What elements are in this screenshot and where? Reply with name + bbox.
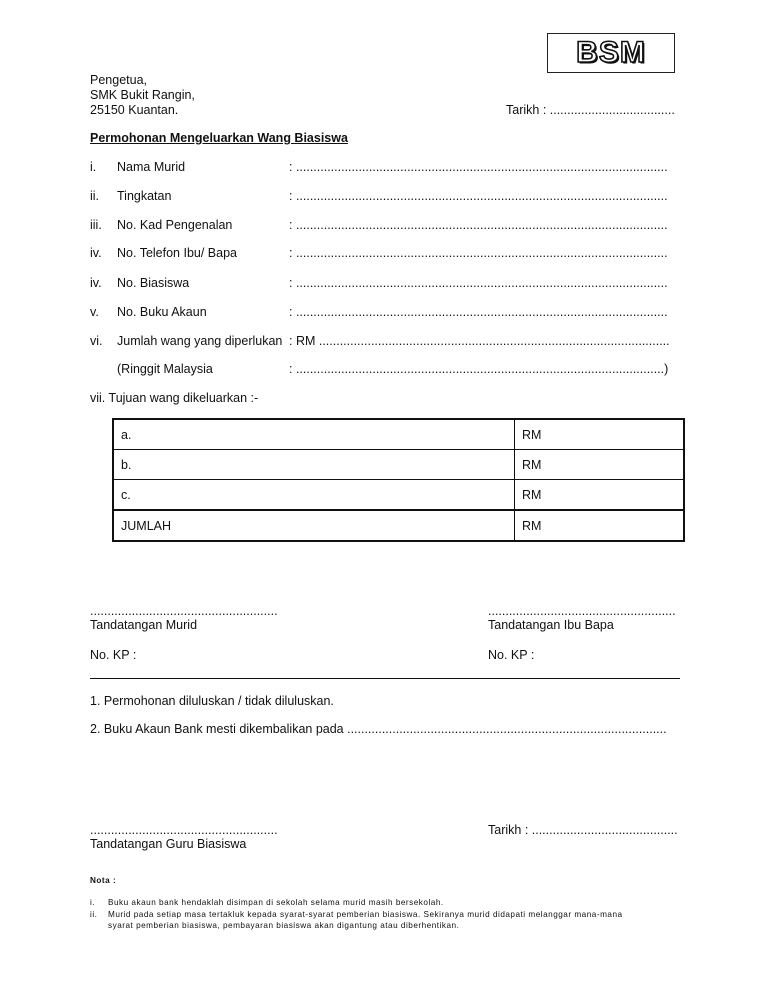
field-label-biasiswa: No. Biasiswa [117,276,190,290]
field-value-biasiswa[interactable]: : ........................................................................................................... [289,276,668,290]
logo-text: BSM [576,36,646,69]
address-line-2: SMK Bukit Rangin, [90,88,195,102]
field-label-kad-pengenalan: No. Kad Pengenalan [117,218,233,232]
table-row [113,419,684,450]
teacher-signature-line[interactable]: ...................................................... [90,823,278,837]
note-2-text-cont: syarat pemberian biasiswa, pembayaran biasiswa akan digantung atau diberhentikan. [108,921,460,930]
purpose-total-amount[interactable]: RM [515,510,685,541]
field-num: ii. [90,189,100,203]
purpose-heading: vii. Tujuan wang dikeluarkan :- [90,391,259,405]
table-row [113,450,684,480]
field-value-buku-akaun[interactable]: : ........................................................................................................... [289,305,668,319]
field-label-nama-murid: Nama Murid [117,160,186,174]
field-num: iv. [90,246,102,260]
student-signature-line[interactable]: ...................................................... [90,604,278,618]
purpose-total-label: JUMLAH [113,510,515,541]
field-label-telefon: No. Telefon Ibu/ Bapa [117,246,237,260]
field-num: i. [90,160,97,174]
note-2-text: Murid pada setiap masa tertakluk kepada syarat-syarat pemberian biasiswa. Sekiranya murid didapati melanggar mana-mana [108,910,623,919]
field-label-buku-akaun: No. Buku Akaun [117,305,207,319]
student-kp-field[interactable]: No. KP : [90,648,137,662]
return-bank-book[interactable]: 2. Buku Akaun Bank mesti dikembalikan pada ............................................................................................ [90,722,667,736]
note-1-text: Buku akaun bank hendaklah disimpan di sekolah selama murid masih bersekolah. [108,898,444,907]
field-num: iv. [90,276,102,290]
address-line-3: 25150 Kuantan. [90,103,179,117]
teacher-signature-label: Tandatangan Guru Biasiswa [90,837,247,851]
section-divider [90,678,680,679]
address-line-1: Pengetua, [90,73,147,87]
date-field[interactable]: Tarikh : .................................... [506,103,675,117]
student-signature-label: Tandatangan Murid [90,618,198,632]
purpose-amount[interactable]: RM [515,450,685,480]
purpose-item[interactable]: b. [113,450,515,480]
field-value-ringgit[interactable]: : ..........................................................................................................) [289,362,669,376]
parent-signature-line[interactable]: ...................................................... [488,604,676,618]
field-value-kad-pengenalan[interactable]: : ........................................................................................................... [289,218,668,232]
purpose-amount[interactable]: RM [515,419,685,450]
field-num: v. [90,305,99,319]
form-title: Permohonan Mengeluarkan Wang Biasiswa [90,131,348,145]
field-value-tingkatan[interactable]: : ........................................................................................................... [289,189,668,203]
field-num: vi. [90,334,103,348]
field-value-nama-murid[interactable]: : ........................................................................................................... [289,160,668,174]
table-row-total [113,510,684,541]
field-value-telefon[interactable]: : ........................................................................................................... [289,246,668,260]
field-label-jumlah-wang: Jumlah wang yang diperlukan [117,334,283,348]
approval-status: 1. Permohonan diluluskan / tidak diluluskan. [90,694,334,708]
purpose-amount[interactable]: RM [515,480,685,511]
note-1-num: i. [90,898,96,907]
parent-signature-label: Tandatangan Ibu Bapa [488,618,614,632]
note-2-num: ii. [90,910,98,919]
purpose-item[interactable]: a. [113,419,515,450]
field-label-tingkatan: Tingkatan [117,189,172,203]
field-num: iii. [90,218,102,232]
bsm-logo [547,33,675,73]
purpose-item[interactable]: c. [113,480,515,511]
parent-kp-field[interactable]: No. KP : [488,648,535,662]
field-label-ringgit: (Ringgit Malaysia [117,362,213,376]
teacher-date-field[interactable]: Tarikh : .......................................... [488,823,678,837]
notes-heading: Nota : [90,876,117,885]
field-value-jumlah-wang[interactable]: : RM ..................................................................................................... [289,334,670,348]
table-row [113,480,684,511]
purpose-table [112,418,685,542]
